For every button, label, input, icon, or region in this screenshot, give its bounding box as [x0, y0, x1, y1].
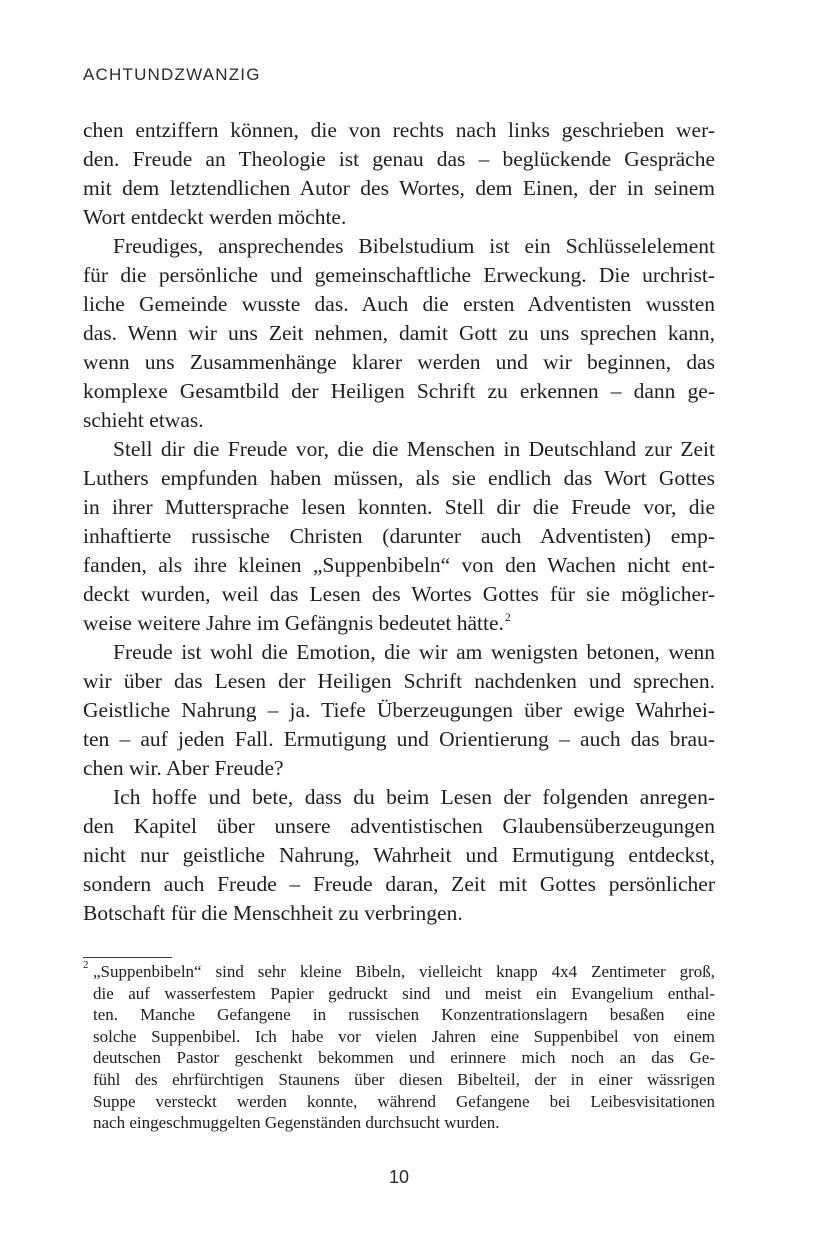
- footnote-line: fühl des ehrfürchtigen Staunens über diesen Bibelteil, der in einer wässrigen: [93, 1069, 715, 1089]
- footnote-line: Suppe versteckt werden konnte, während Gefangene bei Leibesvisitationen: [93, 1091, 715, 1111]
- paragraph: [83, 232, 715, 435]
- body-line: deckt wurden, weil das Lesen des Wortes Gottes für sie möglicher-: [83, 582, 715, 606]
- footnote: [83, 961, 715, 1134]
- body-line: chen wir. Aber Freude?: [83, 756, 284, 780]
- body-line: Freude ist wohl die Emotion, die wir am wenigsten betonen, wenn: [113, 640, 715, 664]
- body-line: Geistliche Nahrung – ja. Tiefe Überzeugungen über ewige Wahrhei-: [83, 698, 715, 722]
- body-line: Botschaft für die Menschheit zu verbringen.: [83, 901, 463, 925]
- footnote-line: „Suppenbibeln“ sind sehr kleine Bibeln, vielleicht knapp 4x4 Zentimeter groß,: [93, 962, 715, 981]
- body-line: wir über das Lesen der Heiligen Schrift nachdenken und sprechen.: [83, 669, 715, 693]
- footnote-line: nach eingeschmuggelten Gegenständen durchsucht wurden.: [93, 1113, 500, 1133]
- footnote-line: die auf wasserfestem Papier gedruckt sind und meist ein Evangelium enthal-: [93, 983, 715, 1003]
- body-line: chen entziffern können, die von rechts nach links geschrieben wer-: [83, 118, 715, 142]
- body-line-text: weise weitere Jahre im Gefängnis bedeutet hätte.: [83, 611, 504, 635]
- body-line: sondern auch Freude – Freude daran, Zeit mit Gottes persönlicher: [83, 872, 715, 896]
- footnote-line: deutschen Pastor geschenkt bekommen und erinnere mich noch an das Ge-: [93, 1048, 715, 1068]
- body-line: Stell dir die Freude vor, die die Menschen in Deutschland zur Zeit: [113, 437, 715, 461]
- paragraph: [83, 783, 715, 928]
- body-line: das. Wenn wir uns Zeit nehmen, damit Gott zu uns sprechen kann,: [83, 321, 715, 345]
- footnote-line: ten. Manche Gefangene in russischen Konzentrationslagern besaßen eine: [93, 1005, 715, 1025]
- body-line: liche Gemeinde wusste das. Auch die ersten Adventisten wussten: [83, 292, 715, 316]
- body-line: den. Freude an Theologie ist genau das – beglückende Gespräche: [83, 147, 715, 171]
- body-line: Wort entdeckt werden möchte.: [83, 205, 347, 229]
- paragraph: [83, 435, 715, 638]
- body-line: Freudiges, ansprechendes Bibelstudium ist ein Schlüsselelement: [113, 234, 715, 258]
- footnote-rule: [83, 957, 172, 958]
- body-line: wenn uns Zusammenhänge klarer werden und wir beginnen, das: [83, 350, 715, 374]
- body-line: Luthers empfunden haben müssen, als sie endlich das Wort Gottes: [83, 466, 715, 490]
- running-head: ACHTUNDZWANZIG: [83, 65, 261, 84]
- body-line: Ich hoffe und bete, dass du beim Lesen der folgenden anregen-: [113, 785, 715, 809]
- body-line: ten – auf jeden Fall. Ermutigung und Orientierung – auch das brau-: [83, 727, 715, 751]
- body-line: für die persönliche und gemeinschaftliche Erweckung. Die urchrist-: [83, 263, 715, 287]
- body-line: in ihrer Muttersprache lesen konnten. Stell dir die Freude vor, die: [83, 495, 715, 519]
- footnote-marker: 2: [83, 959, 89, 971]
- paragraph: [83, 638, 715, 783]
- body-line: komplexe Gesamtbild der Heiligen Schrift zu erkennen – dann ge-: [83, 379, 715, 403]
- body-line: schieht etwas.: [83, 408, 204, 432]
- body-line: fanden, als ihre kleinen „Suppenbibeln“ von den Wachen nicht ent-: [83, 553, 715, 577]
- body-line: nicht nur geistliche Nahrung, Wahrheit und Ermutigung entdeckst,: [83, 843, 715, 867]
- body-line: den Kapitel über unsere adventistischen Glaubensüberzeugungen: [83, 814, 715, 838]
- footnote-line: solche Suppenbibel. Ich habe vor vielen Jahren eine Suppenbibel von einem: [93, 1026, 715, 1046]
- paragraph: [83, 116, 715, 232]
- page-number: 10: [388, 1167, 410, 1187]
- body-text: [83, 116, 715, 928]
- body-line: inhaftierte russische Christen (darunter auch Adventisten) emp-: [83, 524, 715, 548]
- footnote-ref: 2: [504, 610, 511, 624]
- footnote-text: [83, 961, 715, 1134]
- body-line-with-footnote-ref: [83, 609, 715, 638]
- body-line: mit dem letztendlichen Autor des Wortes, dem Einen, der in seinem: [83, 176, 715, 200]
